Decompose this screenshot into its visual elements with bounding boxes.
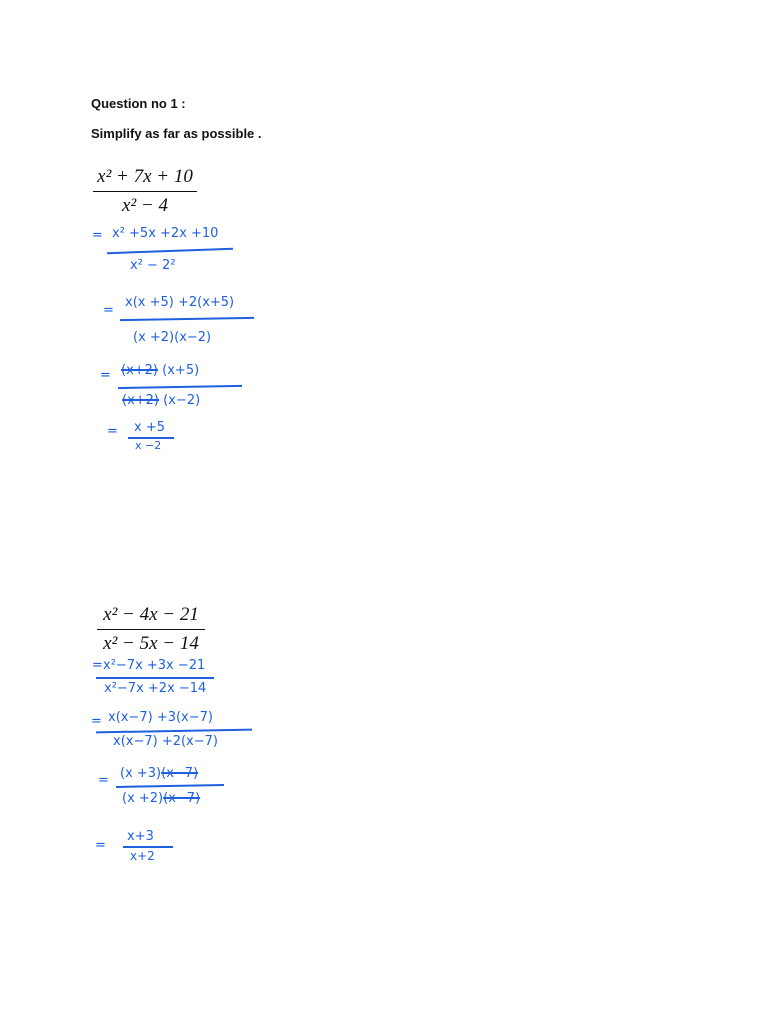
p2-step3-eq: = — [98, 773, 109, 788]
p2-step1-numerator: x²−7x +3x −21 — [103, 658, 206, 673]
p2-step2-numerator: x(x−7) +3(x−7) — [108, 710, 213, 725]
p1-step3-numerator: (x+2) (x+5) — [121, 363, 200, 378]
fraction-bar — [97, 629, 205, 630]
question-heading: Question no 1 : — [91, 96, 186, 111]
cancelled-factor: (x−7) — [161, 766, 199, 781]
p1-step1-denominator: x² − 2² — [130, 258, 176, 273]
problem2-numerator: x² − 4x − 21 — [103, 604, 199, 625]
problem2-fraction — [97, 604, 205, 655]
fraction-bar — [93, 191, 197, 192]
p2-step1-denominator: x²−7x +2x −14 — [104, 681, 207, 696]
problem2-denominator: x² − 5x − 14 — [103, 633, 199, 655]
cancelled-factor: (x−7) — [163, 791, 201, 806]
p2-step2-denominator: x(x−7) +2(x−7) — [113, 734, 218, 749]
cancelled-factor: (x+2) — [121, 363, 159, 378]
p2-step2-bar — [96, 729, 252, 733]
p2-step1-eq: = — [92, 658, 103, 673]
p2-step3-bar — [116, 784, 224, 787]
p1-step4-eq: = — [107, 424, 118, 439]
p2-step4-numerator: x+3 — [127, 829, 154, 844]
p1-step2-eq: = — [103, 303, 114, 318]
p2-step1-bar — [96, 677, 214, 679]
p1-step2-bar — [120, 317, 254, 321]
p1-step1-bar — [107, 248, 233, 254]
instruction-text: Simplify as far as possible . — [91, 126, 262, 141]
p1-step3-denominator: (x+2) (x−2) — [122, 393, 201, 408]
p2-step3-numerator: (x +3)(x−7) — [120, 766, 199, 781]
p2-step4-eq: = — [95, 838, 106, 853]
p1-step3-bar — [118, 385, 242, 389]
problem1-denominator: x² − 4 — [122, 195, 168, 217]
p1-step3-eq: = — [100, 368, 111, 383]
p1-step1-eq: = — [92, 228, 103, 243]
problem1-numerator: x² + 7x + 10 — [97, 166, 193, 187]
cancelled-factor: (x+2) — [122, 393, 160, 408]
p2-step2-eq: = — [91, 714, 102, 729]
p2-step4-denominator: x+2 — [130, 849, 155, 863]
p1-step2-numerator: x(x +5) +2(x+5) — [125, 295, 235, 310]
p2-step4-bar — [123, 846, 173, 848]
p1-step1-numerator: x² +5x +2x +10 — [112, 226, 219, 241]
p2-step3-denominator: (x +2)(x−7) — [122, 791, 201, 806]
p1-step4-numerator: x +5 — [134, 420, 165, 435]
p1-step2-denominator: (x +2)(x−2) — [133, 330, 212, 345]
p1-step4-denominator: x −2 — [135, 439, 162, 452]
problem1-fraction — [93, 166, 197, 217]
